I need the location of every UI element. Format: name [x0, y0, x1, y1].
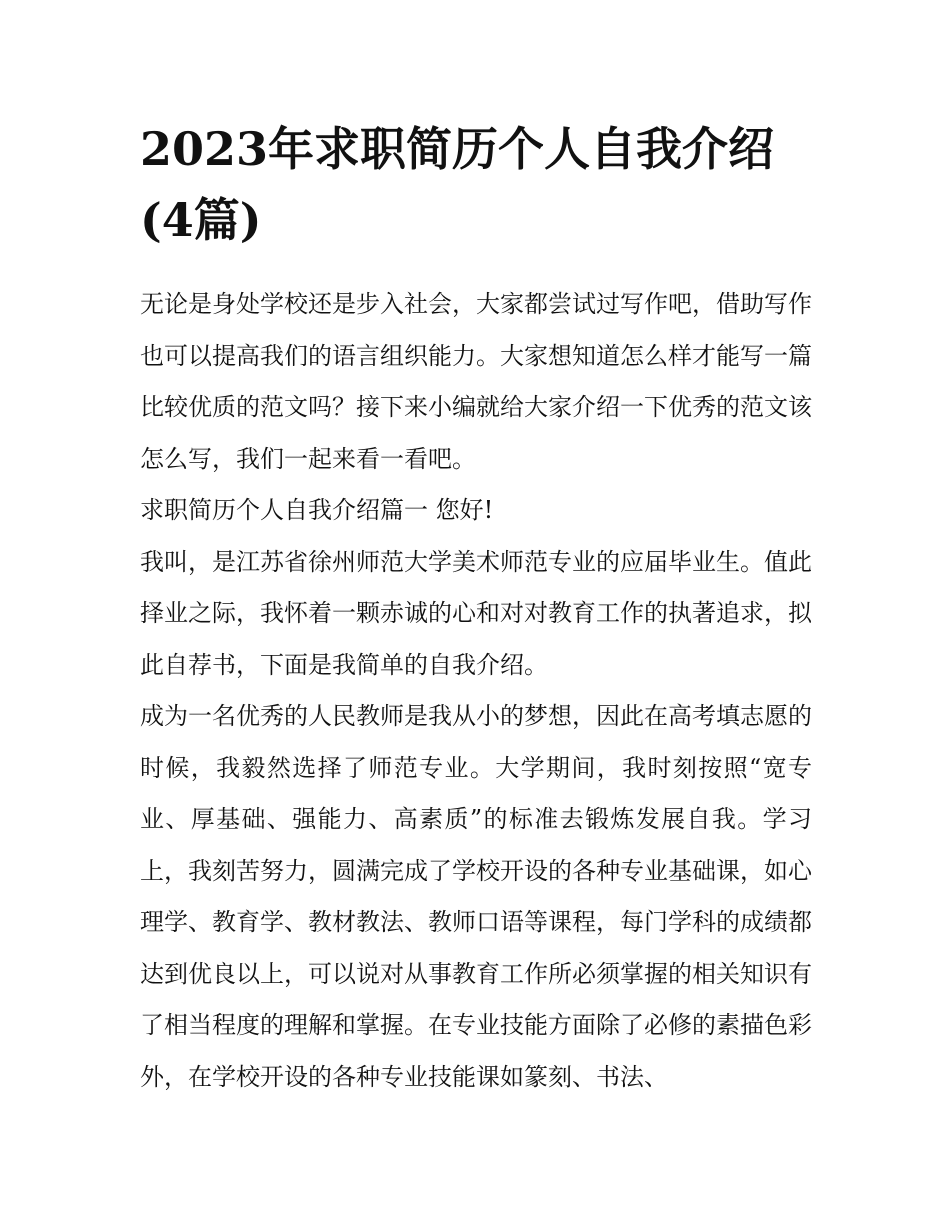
- document-body: [140, 279, 812, 1103]
- intro-paragraph: 无论是身处学校还是步入社会，大家都尝试过写作吧，借助写作也可以提高我们的语言组织能力。大家想知道怎么样才能写一篇比较优质的范文吗？接下来小编就给大家介绍一下优秀的范文该怎么写，我们一起来看一看吧。: [140, 290, 812, 473]
- section-heading-paragraph: 求职简历个人自我介绍篇一 您好!: [140, 496, 494, 524]
- self-introduction-paragraph: 我叫，是江苏省徐州师范大学美术师范专业的应届毕业生。值此择业之际，我怀着一颗赤诚的心和对对教育工作的执著追求，拟此自荐书，下面是我简单的自我介绍。: [140, 547, 812, 679]
- experience-paragraph: 成为一名优秀的人民教师是我从小的梦想，因此在高考填志愿的时候，我毅然选择了师范专业。大学期间，我时刻按照“宽专业、厚基础、强能力、高素质”的标准去锻炼发展自我。学习上，我刻苦努力，圆满完成了学校开设的各种专业基础课，如心理学、教育学、教材教法、教师口语等课程，每门学科的成绩都达到优良以上，可以说对从事教育工作所必须掌握的相关知识有了相当程度的理解和掌握。在专业技能方面除了必修的素描色彩外，在学校开设的各种专业技能课如篆刻、书法、: [140, 702, 812, 1091]
- document-title: 2023年求职简历个人自我介绍(4篇): [140, 122, 775, 247]
